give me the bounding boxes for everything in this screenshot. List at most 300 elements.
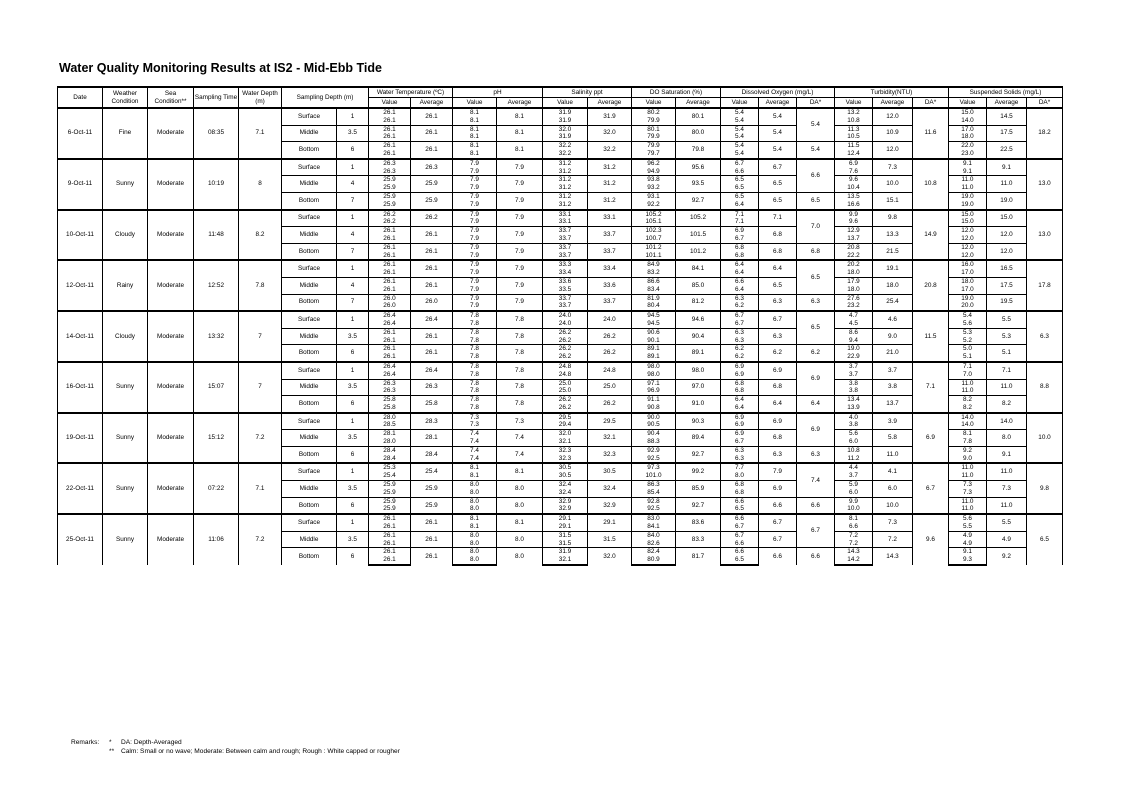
value-cell: 32.1 <box>543 438 588 446</box>
value-cell: 79.7 <box>632 150 676 159</box>
value-cell: 7.4 <box>453 430 497 438</box>
value-cell: 26.4 <box>369 371 411 379</box>
value-cell: 92.5 <box>632 455 676 464</box>
average-cell: 4.6 <box>873 311 913 328</box>
value-cell: 9.1 <box>949 548 987 556</box>
remarks-label: Remarks: <box>71 739 100 746</box>
value-cell: 7.2 <box>835 540 873 548</box>
value-cell: 8.1 <box>835 514 873 523</box>
value-cell: 14.0 <box>949 117 987 125</box>
suspended-solids-da-cell: 6.3 <box>1027 311 1063 362</box>
remarks <box>71 738 400 756</box>
average-cell: 92.7 <box>676 497 721 514</box>
average-cell: 7.9 <box>759 463 797 480</box>
sea-condition-cell: Moderate <box>148 514 194 565</box>
value-cell: 14.0 <box>949 413 987 422</box>
average-cell: 7.2 <box>873 531 913 548</box>
average-cell: 7.3 <box>987 481 1027 498</box>
turbidity-da-cell: 11.6 <box>913 108 949 159</box>
value-cell: 33.7 <box>543 302 588 311</box>
average-cell: 8.0 <box>497 497 543 514</box>
average-cell: 8.2 <box>987 396 1027 413</box>
layer-depth-cell: 3.5 <box>337 481 369 498</box>
subheader-value: Value <box>949 98 987 109</box>
date-cell: 19-Oct-11 <box>58 413 103 464</box>
value-cell: 5.4 <box>949 311 987 320</box>
average-cell: 6.8 <box>759 227 797 244</box>
value-cell: 18.0 <box>949 133 987 141</box>
layer-depth-cell: 3.5 <box>337 430 369 447</box>
layer-name-cell: Surface <box>282 463 337 480</box>
value-cell: 9.9 <box>835 210 873 219</box>
value-cell: 8.0 <box>453 497 497 505</box>
average-cell: 6.6 <box>759 497 797 514</box>
do-da-cell: 6.4 <box>797 396 835 413</box>
average-cell: 10.0 <box>873 176 913 193</box>
value-cell: 97.1 <box>632 379 676 387</box>
average-cell: 6.3 <box>759 328 797 345</box>
average-cell: 32.9 <box>588 497 632 514</box>
suspended-solids-da-cell: 10.0 <box>1027 413 1063 464</box>
value-cell: 18.0 <box>835 286 873 294</box>
value-cell: 25.9 <box>369 192 411 200</box>
layer-name-cell: Surface <box>282 108 337 125</box>
average-cell: 6.8 <box>759 379 797 396</box>
layer-name-cell: Surface <box>282 311 337 328</box>
value-cell: 11.0 <box>949 463 987 472</box>
average-cell: 11.0 <box>987 463 1027 480</box>
value-cell: 8.0 <box>453 540 497 548</box>
sea-condition-cell: Moderate <box>148 159 194 210</box>
value-cell: 96.9 <box>632 387 676 395</box>
value-cell: 79.9 <box>632 117 676 125</box>
header-sampling-time: Sampling Time <box>194 87 239 108</box>
value-cell: 26.2 <box>369 210 411 219</box>
layer-name-cell: Bottom <box>282 142 337 159</box>
water-depth-cell: 7.1 <box>239 463 282 514</box>
subheader-average: Average <box>588 98 632 109</box>
value-cell: 7.9 <box>453 260 497 269</box>
value-cell: 9.3 <box>949 556 987 565</box>
value-cell: 92.2 <box>632 201 676 210</box>
subheader-da: DA* <box>797 98 835 109</box>
value-cell: 28.4 <box>369 446 411 454</box>
value-cell: 9.2 <box>949 446 987 454</box>
date-cell: 16-Oct-11 <box>58 362 103 413</box>
value-cell: 5.6 <box>949 514 987 523</box>
value-cell: 11.0 <box>949 379 987 387</box>
average-cell: 12.0 <box>987 227 1027 244</box>
value-cell: 26.1 <box>369 150 411 159</box>
value-cell: 26.1 <box>369 243 411 251</box>
average-cell: 11.0 <box>987 176 1027 193</box>
value-cell: 7.1 <box>721 218 759 226</box>
value-cell: 83.2 <box>632 269 676 277</box>
value-cell: 7.9 <box>453 184 497 192</box>
average-cell: 19.1 <box>873 260 913 277</box>
value-cell: 7.8 <box>949 438 987 446</box>
average-cell: 81.2 <box>676 294 721 311</box>
value-cell: 27.6 <box>835 294 873 302</box>
weather-cell: Sunny <box>103 463 148 514</box>
subheader-value: Value <box>543 98 588 109</box>
turbidity-da-cell: 20.8 <box>913 260 949 311</box>
average-cell: 95.6 <box>676 159 721 176</box>
average-cell: 84.1 <box>676 260 721 277</box>
average-cell: 25.9 <box>411 192 453 209</box>
value-cell: 13.7 <box>835 235 873 243</box>
average-cell: 6.8 <box>759 430 797 447</box>
value-cell: 31.9 <box>543 548 588 556</box>
average-cell: 26.1 <box>411 108 453 125</box>
value-cell: 6.2 <box>721 353 759 362</box>
value-cell: 7.8 <box>453 371 497 379</box>
average-cell: 8.1 <box>497 125 543 142</box>
value-cell: 6.3 <box>721 455 759 464</box>
value-cell: 8.1 <box>453 142 497 150</box>
value-cell: 26.1 <box>369 235 411 243</box>
value-cell: 6.3 <box>721 337 759 345</box>
value-cell: 22.0 <box>949 142 987 150</box>
value-cell: 26.3 <box>369 168 411 176</box>
value-cell: 26.1 <box>369 286 411 294</box>
value-cell: 8.0 <box>453 505 497 514</box>
value-cell: 7.9 <box>453 201 497 210</box>
value-cell: 29.1 <box>543 514 588 523</box>
value-cell: 32.3 <box>543 455 588 464</box>
layer-depth-cell: 4 <box>337 277 369 294</box>
value-cell: 4.9 <box>949 540 987 548</box>
value-cell: 80.4 <box>632 302 676 311</box>
average-cell: 7.8 <box>497 311 543 328</box>
average-cell: 99.2 <box>676 463 721 480</box>
value-cell: 12.0 <box>949 243 987 251</box>
value-cell: 7.9 <box>453 227 497 235</box>
value-cell: 25.9 <box>369 497 411 505</box>
layer-name-cell: Surface <box>282 159 337 176</box>
average-cell: 7.4 <box>497 446 543 463</box>
value-cell: 33.7 <box>543 235 588 243</box>
do-da-cell: 6.7 <box>797 514 835 548</box>
average-cell: 6.7 <box>759 531 797 548</box>
value-cell: 8.0 <box>453 556 497 565</box>
value-cell: 26.1 <box>369 227 411 235</box>
value-cell: 19.0 <box>949 192 987 200</box>
suspended-solids-da-cell: 18.2 <box>1027 108 1063 159</box>
value-cell: 11.0 <box>949 505 987 514</box>
layer-name-cell: Middle <box>282 481 337 498</box>
date-cell: 9-Oct-11 <box>58 159 103 210</box>
average-cell: 26.1 <box>411 548 453 565</box>
value-cell: 7.2 <box>835 531 873 539</box>
average-cell: 31.2 <box>588 159 632 176</box>
value-cell: 26.1 <box>369 353 411 362</box>
sampling-time-cell: 08:35 <box>194 108 239 159</box>
value-cell: 28.1 <box>369 430 411 438</box>
value-cell: 26.2 <box>543 353 588 362</box>
turbidity-da-cell: 11.5 <box>913 311 949 362</box>
average-cell: 31.2 <box>588 192 632 209</box>
value-cell: 19.0 <box>949 294 987 302</box>
average-cell: 4.1 <box>873 463 913 480</box>
value-cell: 93.2 <box>632 184 676 192</box>
value-cell: 7.9 <box>453 302 497 311</box>
value-cell: 83.4 <box>632 286 676 294</box>
average-cell: 25.8 <box>411 396 453 413</box>
value-cell: 102.3 <box>632 227 676 235</box>
value-cell: 6.9 <box>721 227 759 235</box>
average-cell: 7.3 <box>873 159 913 176</box>
average-cell: 26.1 <box>411 125 453 142</box>
average-cell: 33.7 <box>588 227 632 244</box>
value-cell: 82.6 <box>632 540 676 548</box>
header-water-depth: Water Depth (m) <box>239 87 282 108</box>
subheader-average: Average <box>987 98 1027 109</box>
value-cell: 85.4 <box>632 489 676 497</box>
table-row <box>58 210 1063 219</box>
value-cell: 6.3 <box>721 446 759 454</box>
average-cell: 7.9 <box>497 176 543 193</box>
do-da-cell: 6.5 <box>797 260 835 294</box>
average-cell: 5.8 <box>873 430 913 447</box>
value-cell: 32.9 <box>543 497 588 505</box>
average-cell: 32.0 <box>588 548 632 565</box>
header-turbidity: Turbidity(NTU) <box>835 87 949 98</box>
value-cell: 105.2 <box>632 210 676 219</box>
layer-depth-cell: 4 <box>337 227 369 244</box>
value-cell: 17.0 <box>949 269 987 277</box>
layer-depth-cell: 3.5 <box>337 328 369 345</box>
value-cell: 6.6 <box>721 548 759 556</box>
value-cell: 7.8 <box>453 345 497 353</box>
layer-depth-cell: 7 <box>337 294 369 311</box>
value-cell: 79.9 <box>632 133 676 141</box>
value-cell: 5.0 <box>949 345 987 353</box>
value-cell: 26.0 <box>369 294 411 302</box>
average-cell: 97.0 <box>676 379 721 396</box>
date-cell: 12-Oct-11 <box>58 260 103 311</box>
layer-depth-cell: 1 <box>337 463 369 480</box>
value-cell: 12.0 <box>949 252 987 261</box>
average-cell: 26.4 <box>411 362 453 379</box>
average-cell: 25.4 <box>873 294 913 311</box>
value-cell: 7.9 <box>453 210 497 219</box>
layer-depth-cell: 6 <box>337 548 369 565</box>
value-cell: 6.6 <box>721 168 759 176</box>
average-cell: 90.4 <box>676 328 721 345</box>
average-cell: 31.5 <box>588 531 632 548</box>
value-cell: 5.4 <box>721 117 759 125</box>
value-cell: 6.8 <box>721 243 759 251</box>
value-cell: 26.4 <box>369 320 411 328</box>
header-ph: pH <box>453 87 543 98</box>
header-salinity: Salinity ppt <box>543 87 632 98</box>
value-cell: 90.6 <box>632 328 676 336</box>
value-cell: 101.1 <box>632 252 676 261</box>
value-cell: 8.0 <box>453 481 497 489</box>
layer-name-cell: Bottom <box>282 345 337 362</box>
value-cell: 28.4 <box>369 455 411 464</box>
value-cell: 6.9 <box>721 421 759 429</box>
average-cell: 7.9 <box>497 159 543 176</box>
layer-name-cell: Middle <box>282 227 337 244</box>
average-cell: 24.8 <box>588 362 632 379</box>
value-cell: 84.1 <box>632 523 676 531</box>
average-cell: 7.9 <box>497 260 543 277</box>
value-cell: 31.9 <box>543 108 588 117</box>
layer-name-cell: Middle <box>282 277 337 294</box>
layer-depth-cell: 7 <box>337 192 369 209</box>
value-cell: 11.2 <box>835 455 873 464</box>
value-cell: 20.0 <box>949 302 987 311</box>
average-cell: 101.5 <box>676 227 721 244</box>
average-cell: 13.7 <box>873 396 913 413</box>
value-cell: 6.2 <box>721 345 759 353</box>
average-cell: 25.9 <box>411 497 453 514</box>
value-cell: 24.8 <box>543 362 588 371</box>
value-cell: 5.6 <box>835 430 873 438</box>
value-cell: 26.1 <box>369 540 411 548</box>
value-cell: 7.1 <box>721 210 759 219</box>
value-cell: 32.4 <box>543 481 588 489</box>
value-cell: 29.4 <box>543 421 588 429</box>
average-cell: 32.2 <box>588 142 632 159</box>
average-cell: 92.7 <box>676 446 721 463</box>
turbidity-da-cell: 6.7 <box>913 463 949 514</box>
average-cell: 6.2 <box>759 345 797 362</box>
value-cell: 26.2 <box>543 337 588 345</box>
average-cell: 6.6 <box>759 548 797 565</box>
subheader-da: DA* <box>1027 98 1063 109</box>
value-cell: 25.9 <box>369 481 411 489</box>
value-cell: 6.5 <box>721 176 759 184</box>
value-cell: 6.8 <box>721 387 759 395</box>
results-table <box>57 86 1063 566</box>
value-cell: 26.2 <box>543 328 588 336</box>
average-cell: 7.8 <box>497 396 543 413</box>
average-cell: 6.9 <box>759 362 797 379</box>
value-cell: 98.0 <box>632 371 676 379</box>
value-cell: 9.9 <box>835 497 873 505</box>
layer-name-cell: Bottom <box>282 192 337 209</box>
value-cell: 17.9 <box>835 277 873 285</box>
average-cell: 7.9 <box>497 227 543 244</box>
average-cell: 32.4 <box>588 481 632 498</box>
value-cell: 7.9 <box>453 159 497 168</box>
layer-depth-cell: 1 <box>337 311 369 328</box>
average-cell: 8.0 <box>497 531 543 548</box>
average-cell: 10.0 <box>873 497 913 514</box>
value-cell: 7.9 <box>453 286 497 294</box>
value-cell: 7.3 <box>949 481 987 489</box>
value-cell: 6.9 <box>721 430 759 438</box>
layer-depth-cell: 6 <box>337 396 369 413</box>
value-cell: 26.3 <box>369 387 411 395</box>
do-da-cell: 6.3 <box>797 446 835 463</box>
value-cell: 9.6 <box>835 176 873 184</box>
value-cell: 84.0 <box>632 531 676 539</box>
value-cell: 6.6 <box>721 497 759 505</box>
do-da-cell: 6.3 <box>797 294 835 311</box>
value-cell: 25.9 <box>369 489 411 497</box>
value-cell: 6.3 <box>721 294 759 302</box>
value-cell: 8.1 <box>453 108 497 117</box>
value-cell: 14.2 <box>835 556 873 565</box>
do-da-cell: 6.5 <box>797 192 835 209</box>
value-cell: 3.8 <box>835 387 873 395</box>
value-cell: 17.0 <box>949 125 987 133</box>
value-cell: 23.0 <box>949 150 987 159</box>
do-da-cell: 7.0 <box>797 210 835 244</box>
value-cell: 33.7 <box>543 252 588 261</box>
average-cell: 29.1 <box>588 514 632 531</box>
value-cell: 6.5 <box>721 184 759 192</box>
value-cell: 26.1 <box>369 117 411 125</box>
average-cell: 9.2 <box>987 548 1027 565</box>
page-title: Water Quality Monitoring Results at IS2 - Mid-Ebb Tide <box>59 61 382 75</box>
remark-text: DA: Depth-Averaged <box>121 739 182 746</box>
value-cell: 97.3 <box>632 463 676 472</box>
layer-depth-cell: 1 <box>337 413 369 430</box>
average-cell: 13.3 <box>873 227 913 244</box>
weather-cell: Cloudy <box>103 210 148 261</box>
header-sampling-depth: Sampling Depth (m) <box>282 87 369 108</box>
header-suspended-solids: Suspended Solids (mg/L) <box>949 87 1063 98</box>
value-cell: 33.7 <box>543 294 588 302</box>
value-cell: 28.0 <box>369 438 411 446</box>
value-cell: 6.8 <box>721 489 759 497</box>
value-cell: 3.8 <box>835 379 873 387</box>
average-cell: 26.2 <box>411 210 453 227</box>
date-cell: 6-Oct-11 <box>58 108 103 159</box>
value-cell: 8.1 <box>453 125 497 133</box>
value-cell: 24.8 <box>543 371 588 379</box>
value-cell: 7.8 <box>453 362 497 371</box>
subheader-value: Value <box>453 98 497 109</box>
value-cell: 11.0 <box>949 387 987 395</box>
value-cell: 31.2 <box>543 184 588 192</box>
value-cell: 25.8 <box>369 396 411 404</box>
value-cell: 26.1 <box>369 345 411 353</box>
average-cell: 98.0 <box>676 362 721 379</box>
value-cell: 26.4 <box>369 362 411 371</box>
date-cell: 25-Oct-11 <box>58 514 103 565</box>
value-cell: 12.9 <box>835 227 873 235</box>
average-cell: 6.5 <box>759 277 797 294</box>
value-cell: 6.7 <box>721 320 759 328</box>
average-cell: 6.9 <box>759 413 797 430</box>
average-cell: 26.1 <box>411 514 453 531</box>
value-cell: 94.5 <box>632 320 676 328</box>
value-cell: 7.9 <box>453 294 497 302</box>
average-cell: 7.4 <box>497 430 543 447</box>
value-cell: 13.5 <box>835 192 873 200</box>
average-cell: 80.0 <box>676 125 721 142</box>
average-cell: 28.3 <box>411 413 453 430</box>
water-depth-cell: 7.2 <box>239 514 282 565</box>
average-cell: 7.1 <box>987 362 1027 379</box>
value-cell: 7.0 <box>949 371 987 379</box>
weather-cell: Sunny <box>103 413 148 464</box>
suspended-solids-da-cell: 6.5 <box>1027 514 1063 565</box>
value-cell: 10.4 <box>835 184 873 192</box>
value-cell: 13.2 <box>835 108 873 117</box>
sampling-time-cell: 07:22 <box>194 463 239 514</box>
value-cell: 5.4 <box>721 142 759 150</box>
table-row <box>58 413 1063 422</box>
average-cell: 7.9 <box>497 277 543 294</box>
value-cell: 6.4 <box>721 269 759 277</box>
